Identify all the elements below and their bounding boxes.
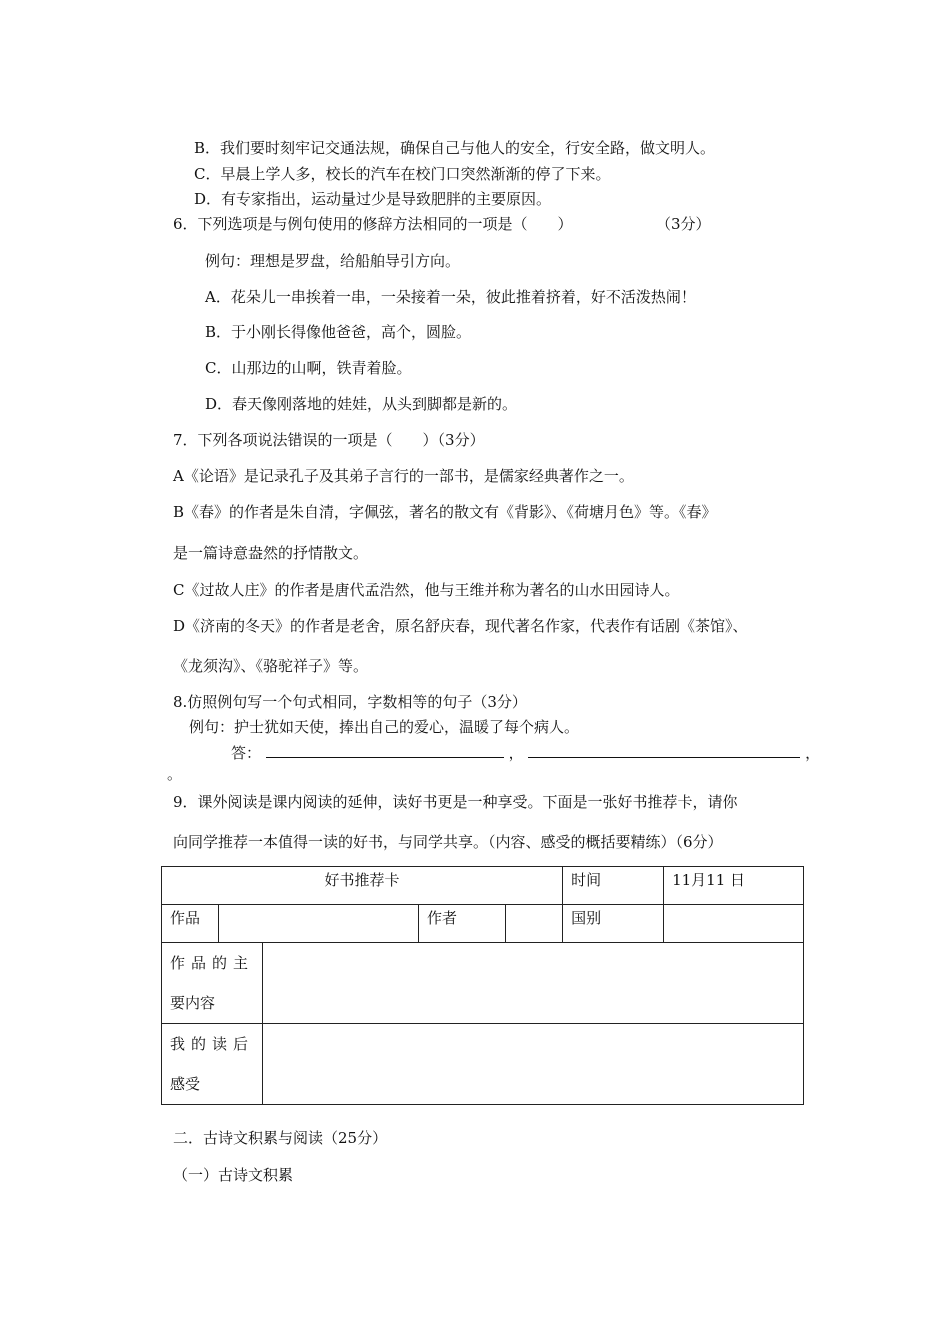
q8-period: 。 — [167, 765, 183, 783]
q8-comma-1: ， — [508, 744, 524, 762]
card-time-value: 11月11 日 — [664, 867, 804, 905]
q6-stem: 6．下列选项是与例句使用的修辞方法相同的一项是（ ） — [173, 215, 573, 233]
q8-answer-blank-1[interactable] — [266, 743, 504, 758]
card-content-label-2: 要内容 — [170, 994, 216, 1012]
card-author-label: 作者 — [419, 905, 506, 943]
q6-score: （3分） — [656, 215, 711, 233]
card-country-label: 国别 — [563, 905, 664, 943]
section2-title: 二．古诗文积累与阅读（25分） — [173, 1129, 388, 1147]
q7-option-b-line1: B《春》的作者是朱自清，字佩弦，著名的散文有《背影》、《荷塘月色》等。《春》 — [173, 503, 717, 521]
q6-example: 例句：理想是罗盘，给船舶导引方向。 — [205, 252, 461, 270]
q6-option-a: A．花朵儿一串挨着一串，一朵接着一朵，彼此推着挤着，好不活泼热闹！ — [205, 288, 696, 306]
card-feeling-label-2: 感受 — [170, 1075, 201, 1093]
card-feeling-field[interactable] — [263, 1024, 804, 1105]
card-author-field[interactable] — [506, 905, 563, 943]
q7-option-b-line2: 是一篇诗意盎然的抒情散文。 — [173, 544, 369, 562]
section2-subtitle: （一）古诗文积累 — [173, 1166, 294, 1184]
q8-answer-label: 答： — [231, 744, 262, 762]
card-feeling-label — [162, 1024, 263, 1105]
q6-option-d: D．春天像刚落地的娃娃，从头到脚都是新的。 — [205, 395, 518, 413]
book-recommendation-card — [161, 866, 804, 1105]
card-country-field[interactable] — [664, 905, 804, 943]
q8-example: 例句：护士犹如天使，捧出自己的爱心，温暖了每个病人。 — [189, 718, 580, 736]
q5-option-d: D．有专家指出，运动量过少是导致肥胖的主要原因。 — [194, 190, 552, 208]
q5-option-c: C．早晨上学人多，校长的汽车在校门口突然渐渐的停了下来。 — [194, 165, 611, 183]
q8-answer-blank-2[interactable] — [528, 743, 800, 758]
card-content-field[interactable] — [263, 943, 804, 1024]
card-feeling-label-1: 我的读后 — [170, 1035, 255, 1053]
card-content-label — [162, 943, 263, 1024]
q7-option-d-line1: D《济南的冬天》的作者是老舍，原名舒庆春，现代著名作家，代表作有话剧《茶馆》、 — [173, 617, 748, 635]
q9-line2: 向同学推荐一本值得一读的好书，与同学共享。（内容、感受的概括要精练）（6分） — [173, 833, 723, 851]
card-title: 好书推荐卡 — [162, 867, 563, 905]
card-content-label-1: 作品的主 — [170, 954, 255, 972]
q6-option-b: B．于小刚长得像他爸爸，高个，圆脸。 — [205, 323, 472, 341]
q8-comma-2: ， — [805, 744, 821, 762]
card-work-field[interactable] — [219, 905, 419, 943]
q6-option-c: C．山那边的山啊，铁青着脸。 — [205, 359, 412, 377]
q9-line1: 9．课外阅读是课内阅读的延伸，读好书更是一种享受。下面是一张好书推荐卡，请你 — [173, 793, 738, 811]
q8-answer-line — [231, 743, 820, 763]
q7-option-c: C《过故人庄》的作者是唐代孟浩然，他与王维并称为著名的山水田园诗人。 — [173, 581, 680, 599]
q8-stem: 8.仿照例句写一个句式相同，字数相等的句子（3分） — [173, 693, 527, 711]
card-time-label: 时间 — [563, 867, 664, 905]
card-work-label: 作品 — [162, 905, 219, 943]
q5-option-b: B．我们要时刻牢记交通法规，确保自己与他人的安全，行安全路，做文明人。 — [194, 139, 716, 157]
q7-option-d-line2: 《龙须沟》、《骆驼祥子》等。 — [173, 657, 369, 675]
q7-stem: 7．下列各项说法错误的一项是（ ）（3分） — [173, 431, 485, 449]
q7-option-a: A《论语》是记录孔子及其弟子言行的一部书，是儒家经典著作之一。 — [173, 467, 634, 485]
